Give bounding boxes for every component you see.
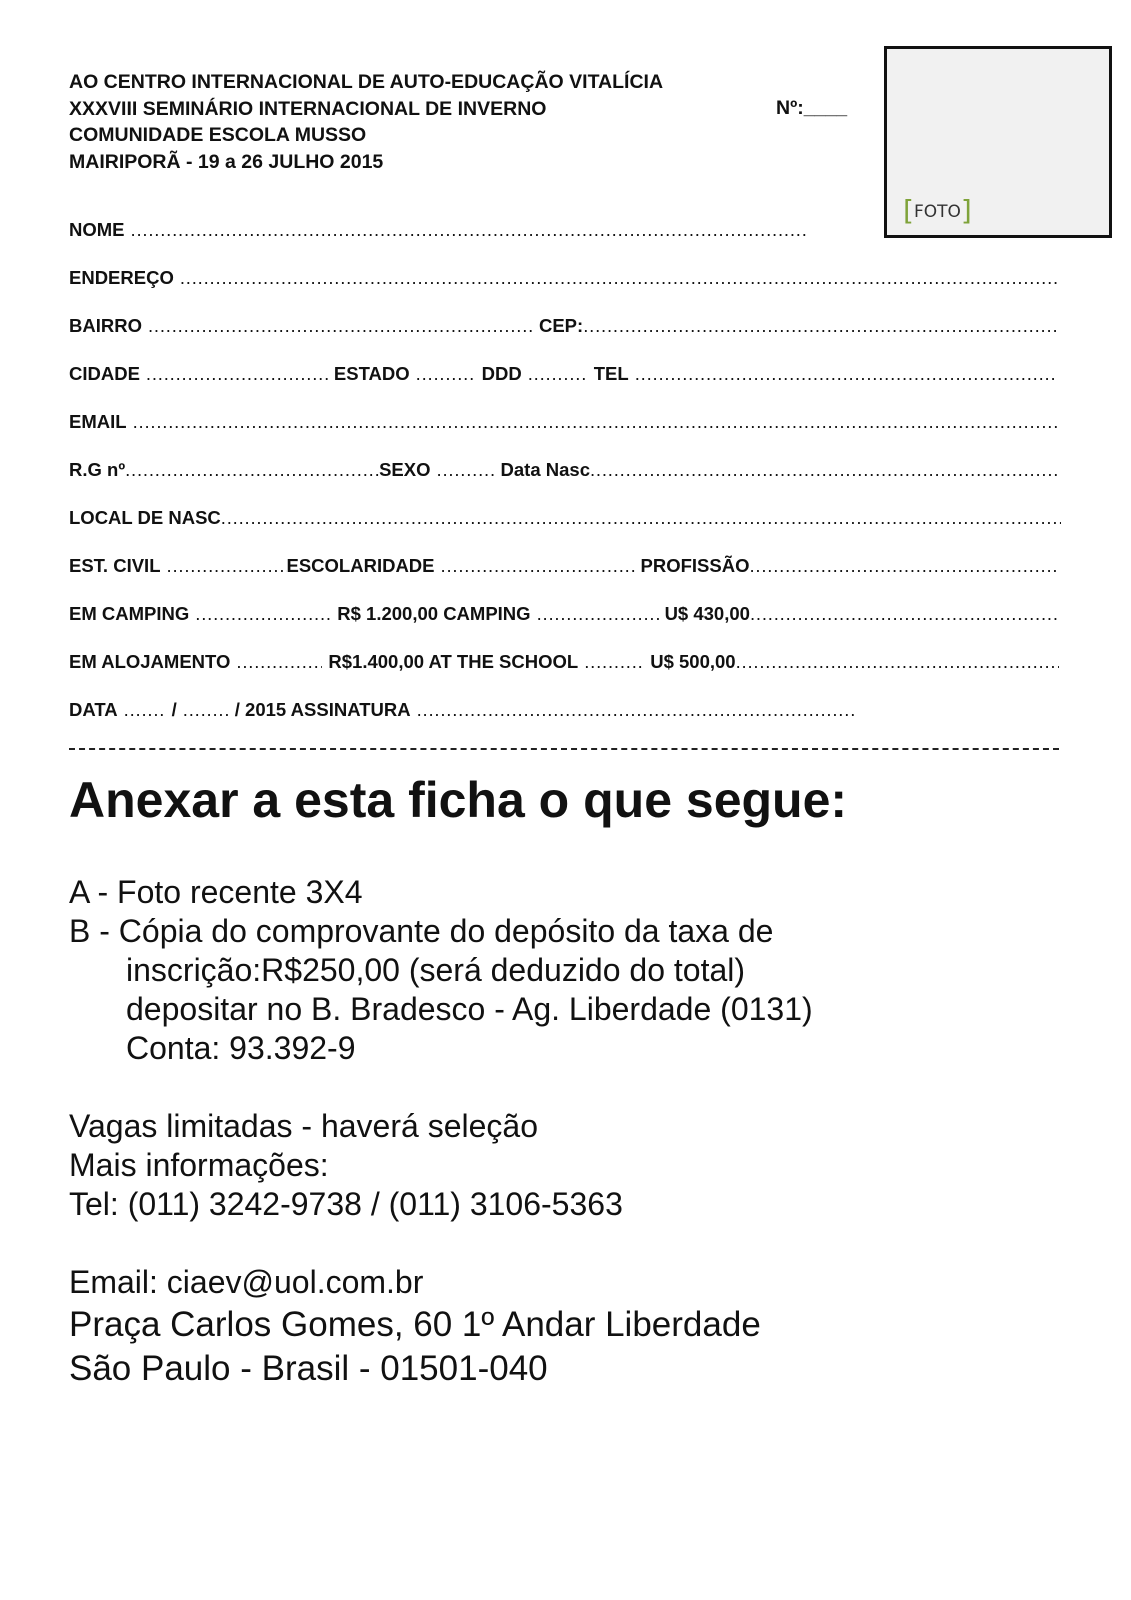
profissao-field[interactable] [749, 554, 1059, 578]
cep-label: CEP: [538, 315, 584, 336]
camping-usd-field[interactable] [750, 602, 1057, 626]
local-nasc-field[interactable] [221, 506, 1061, 530]
em-camping-label: EM CAMPING [69, 603, 190, 624]
escolaridade-label: ESCOLARIDADE [286, 555, 435, 576]
year-signature-label: / 2015 ASSINATURA [234, 699, 411, 720]
row-bairro-cep [69, 310, 1057, 338]
sexo-label: SEXO [379, 459, 431, 480]
email-field[interactable] [133, 410, 1059, 434]
nome-field[interactable] [131, 218, 808, 242]
attachment-item-b-account: Conta: 93.392-9 [126, 1030, 356, 1066]
header-line-4: MAIRIPORÃ - 19 a 26 JULHO 2015 [69, 150, 384, 173]
data-slash: / [171, 699, 177, 720]
alojamento-brl-label: R$1.400,00 AT THE SCHOOL [328, 651, 579, 672]
header-line-1: AO CENTRO INTERNACIONAL DE AUTO-EDUCAÇÃO VITALÍCIA [69, 71, 664, 93]
row-cidade [69, 358, 1054, 386]
address-line-2: São Paulo - Brasil - 01501-040 [69, 1349, 548, 1388]
estado-field[interactable] [416, 362, 476, 386]
contact-phone: Tel: (011) 3242-9738 / (011) 3106-5363 [69, 1186, 623, 1222]
row-endereco [69, 262, 1059, 290]
est-civil-field[interactable] [167, 554, 287, 578]
sexo-field[interactable] [437, 458, 495, 482]
row-local-nasc [69, 502, 1061, 530]
row-email [69, 406, 1059, 434]
endereco-label: ENDEREÇO [69, 267, 174, 288]
photo-box[interactable] [884, 46, 1112, 238]
more-info-heading: Mais informações: [69, 1147, 329, 1183]
data-day-field[interactable] [124, 698, 166, 722]
attachment-item-a: A - Foto recente 3X4 [69, 874, 363, 910]
limited-spots-note: Vagas limitadas - haverá seleção [69, 1108, 538, 1144]
rg-field[interactable] [125, 458, 379, 482]
tel-field[interactable] [635, 362, 1054, 386]
ddd-field[interactable] [528, 362, 588, 386]
bairro-field[interactable] [148, 314, 533, 338]
address-line-1: Praça Carlos Gomes, 60 1º Andar Liberdade [69, 1305, 761, 1344]
ddd-label: DDD [481, 363, 522, 384]
attachments-title: Anexar a esta ficha o que segue: [69, 772, 848, 828]
local-nasc-label: LOCAL DE NASC [69, 507, 221, 528]
row-rg [69, 454, 1059, 482]
row-nome [69, 214, 807, 242]
em-alojamento-field[interactable] [236, 650, 322, 674]
bairro-label: BAIRRO [69, 315, 142, 336]
em-alojamento-label: EM ALOJAMENTO [69, 651, 231, 672]
row-data-assinatura [69, 694, 855, 722]
data-month-field[interactable] [183, 698, 229, 722]
attachment-item-b: B - Cópia do comprovante do depósito da taxa de [69, 913, 774, 949]
escolaridade-field[interactable] [441, 554, 635, 578]
photo-placeholder [903, 194, 972, 227]
assinatura-field[interactable] [417, 698, 855, 722]
email-label: EMAIL [69, 411, 127, 432]
header-line-3: COMUNIDADE ESCOLA MUSSO [69, 124, 367, 146]
camping-usd-label: U$ 430,00 [664, 603, 750, 624]
estado-label: ESTADO [333, 363, 410, 384]
data-nasc-field[interactable] [590, 458, 1059, 482]
registration-number-field[interactable]: Nº:____ [776, 97, 848, 119]
profissao-label: PROFISSÃO [640, 555, 750, 576]
contact-email: Email: ciaev@uol.com.br [69, 1264, 424, 1300]
form-header [69, 69, 869, 175]
alojamento-usd-label: U$ 500,00 [650, 651, 736, 672]
est-civil-label: EST. CIVIL [69, 555, 161, 576]
alojamento-brl-field[interactable] [584, 650, 644, 674]
attachment-item-b-fee: inscrição:R$250,00 (será deduzido do total) [126, 952, 746, 988]
row-camping [69, 598, 1057, 626]
row-civil [69, 550, 1059, 578]
photo-label: FOTO [913, 202, 961, 222]
rg-label: R.G nº [69, 459, 126, 480]
alojamento-usd-field[interactable] [736, 650, 1059, 674]
cut-line-separator [69, 748, 1059, 750]
data-nasc-label: Data Nasc [500, 459, 590, 480]
bracket-right-icon: ] [960, 194, 972, 227]
tel-label: TEL [593, 363, 629, 384]
data-label: DATA [69, 699, 118, 720]
camping-brl-field[interactable] [537, 602, 659, 626]
nome-label: NOME [69, 219, 125, 240]
header-line-2: XXXVIII SEMINÁRIO INTERNACIONAL DE INVERNO [69, 97, 547, 120]
em-camping-field[interactable] [195, 602, 331, 626]
row-alojamento [69, 646, 1059, 674]
attachment-item-b-bank: depositar no B. Bradesco - Ag. Liberdade (0131) [126, 991, 813, 1027]
cidade-field[interactable] [146, 362, 328, 386]
cidade-label: CIDADE [69, 363, 140, 384]
camping-brl-label: R$ 1.200,00 CAMPING [337, 603, 531, 624]
endereco-field[interactable] [180, 266, 1059, 290]
cep-field[interactable] [583, 314, 1057, 338]
bracket-left-icon: [ [903, 194, 914, 227]
